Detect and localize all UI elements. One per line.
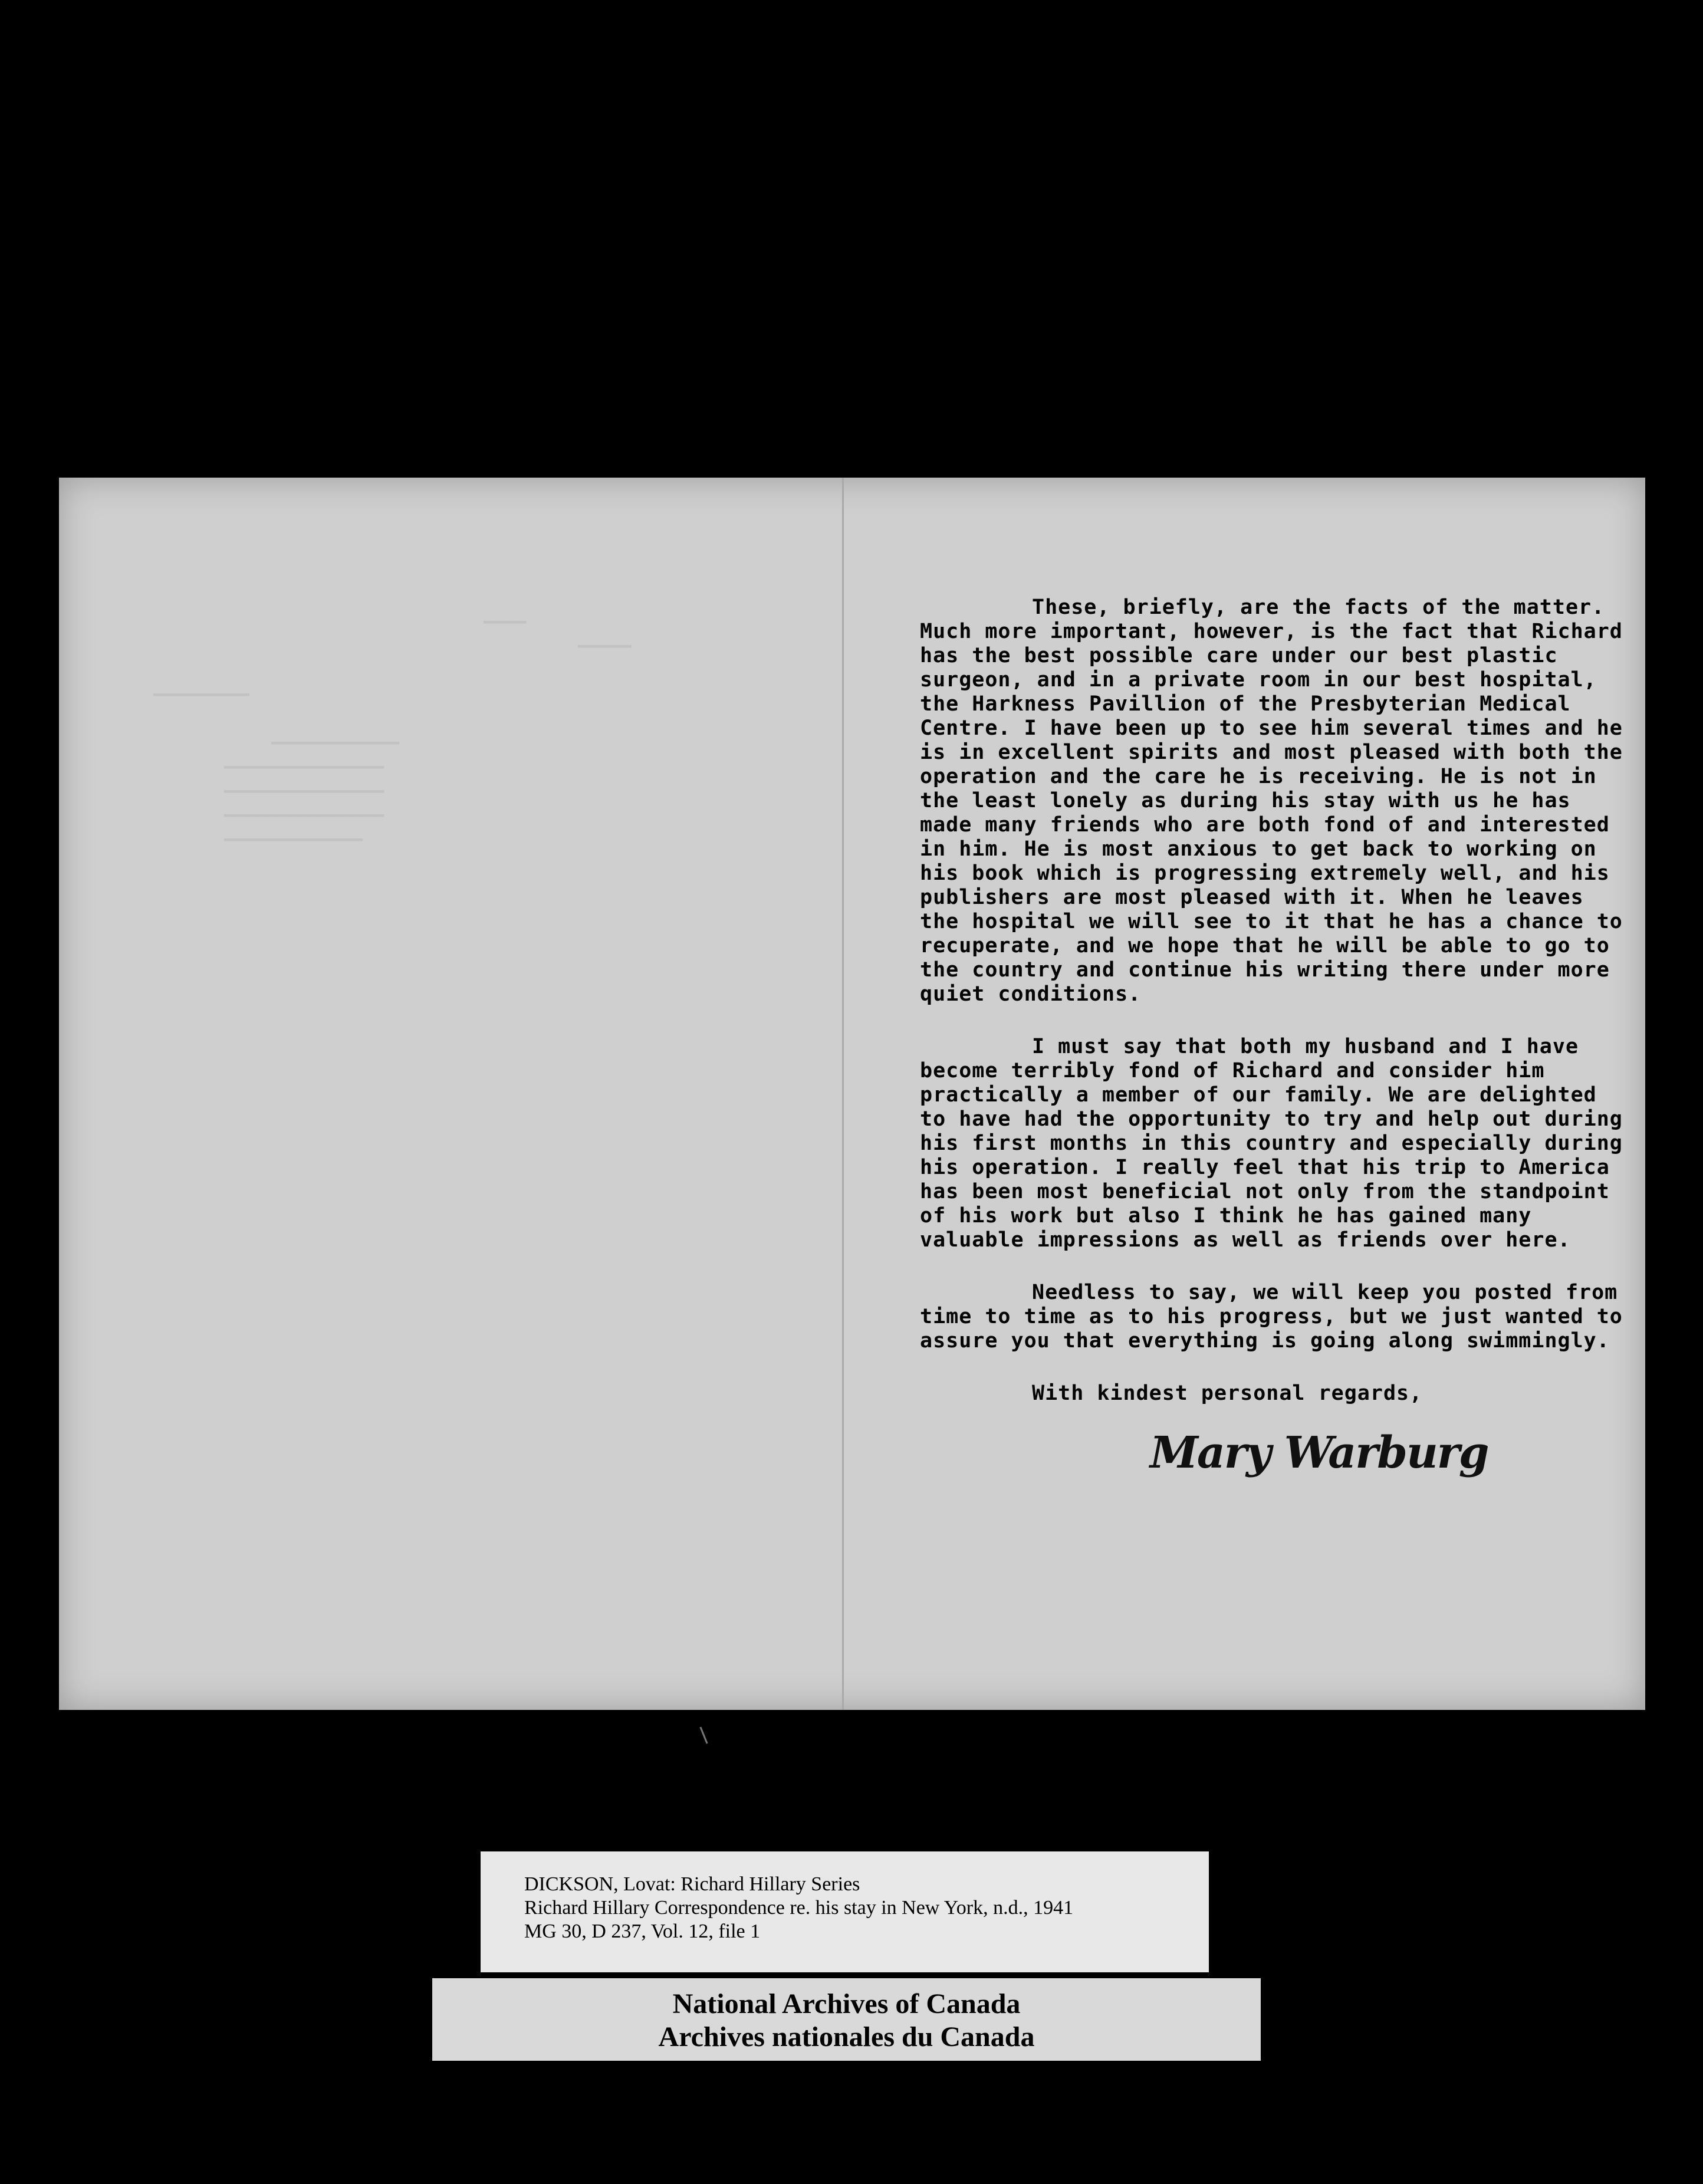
- letter-paragraph-1: These, briefly, are the facts of the matter. Much more important, however, is the fact that Richard has the best possible care under our best plastic surgeon, and in a private room in our best hospital, the Harkness Pavillion of the Presbyterian Medical Centre. I have been up to see him several times and he is in excellent spirits and most pleased with both the operation and the care he is receiving. He is not in the least lonely as during his stay with us he has made many friends who are both fond of and interested in him. He is most anxious to get back to working on his book which is progressing extremely well, and his publishers are most pleased with it. When he leaves the hospital we will see to it that he has a chance to recuperate, and we hope that he will be able to go to the country and continue his writing there under more quiet conditions.: [920, 596, 1623, 1006]
- archive-label-line-1: DICKSON, Lovat: Richard Hillary Series: [524, 1873, 860, 1895]
- archive-label-line-3: MG 30, D 237, Vol. 12, file 1: [524, 1920, 761, 1942]
- archive-institution-stamp: [432, 1978, 1261, 2061]
- letter-closing: With kindest personal regards,: [1032, 1382, 1423, 1405]
- letter-body: [920, 596, 1628, 1478]
- archive-stamp-line-2: Archives nationales du Canada: [658, 2021, 1035, 2053]
- page-fold: [842, 478, 844, 1710]
- letter-sheet: [59, 478, 1645, 1710]
- letter-paragraph-3: Needless to say, we will keep you posted from time to time as to his progress, but we just wanted to assure you that everything is going along swimmingly.: [920, 1281, 1623, 1353]
- archive-stamp-line-1: National Archives of Canada: [672, 1988, 1021, 2019]
- stray-mark: [699, 1727, 708, 1744]
- archive-reference-label: [481, 1851, 1209, 1972]
- letter-paragraph-2: I must say that both my husband and I have become terribly fond of Richard and consider him practically a member of our family. We are delighted to have had the opportunity to try and help out during his first months in this country and especially during his operation. I really feel that his trip to America has been most beneficial not only from the standpoint of his work but also I think he has gained many valuable impressions as well as friends over here.: [920, 1035, 1623, 1252]
- bleed-through-text: ▔▔▔▔ ▔▔▔▔▔ ▔▔▔▔▔▔▔▔▔ ▔▔▔▔▔▔▔▔▔▔▔▔ ▔▔▔▔▔▔▔▔▔▔▔▔▔▔▔ ▔▔▔▔▔▔▔▔▔▔▔▔▔▔▔ ▔▔▔▔▔▔▔▔▔▔▔▔▔▔▔ ▔▔▔▔▔▔▔▔▔▔▔▔▔: [153, 621, 632, 860]
- handwritten-signature: Mary Warburg: [1150, 1428, 1488, 1478]
- archive-label-line-2: Richard Hillary Correspondence re. his stay in New York, n.d., 1941: [524, 1897, 1074, 1919]
